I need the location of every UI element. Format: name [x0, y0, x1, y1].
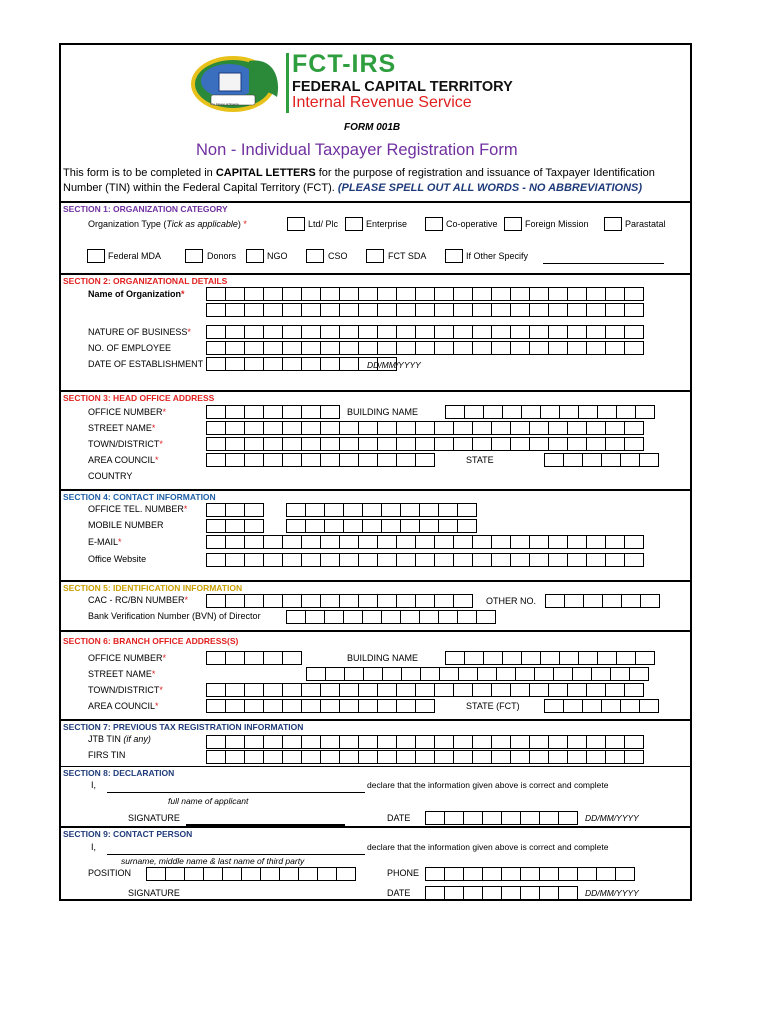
bvn-boxes[interactable]: [286, 610, 495, 624]
hq-area-council-label: AREA COUNCIL*: [88, 455, 159, 465]
hq-state-label: STATE: [466, 455, 494, 465]
declaration-text: declare that the information given above is correct and complete: [367, 780, 609, 790]
branch-state-boxes[interactable]: [544, 699, 658, 713]
org-name-boxes-2[interactable]: [206, 303, 643, 317]
position-label: POSITION: [88, 868, 132, 878]
hq-building-name-boxes[interactable]: [445, 405, 654, 419]
position-boxes[interactable]: [146, 867, 355, 881]
hq-street-label: STREET NAME*: [88, 423, 156, 433]
hq-street-boxes[interactable]: [206, 421, 643, 435]
declaration-date-boxes[interactable]: [425, 811, 577, 825]
cac-label: CAC - RC/BN NUMBER*: [88, 595, 189, 605]
nature-business-label: NATURE OF BUSINESS*: [88, 327, 191, 337]
contact-date-boxes[interactable]: [425, 886, 577, 900]
org-type-label: Organization Type (Tick as applicable) *: [88, 219, 247, 229]
mobile-code-boxes[interactable]: [206, 519, 263, 533]
branch-town-boxes[interactable]: [206, 683, 643, 697]
contact-signature-label: SIGNATURE: [128, 888, 180, 898]
org-name-boxes-1[interactable]: [206, 287, 643, 301]
hq-state-boxes[interactable]: [544, 453, 658, 467]
branch-street-boxes[interactable]: [306, 667, 648, 681]
section-divider: [61, 826, 690, 828]
mobile-number-boxes[interactable]: [286, 519, 476, 533]
logo-abbreviation: FCT-IRS: [292, 50, 397, 78]
checkbox-enterprise[interactable]: [345, 217, 363, 231]
checkbox-cooperative[interactable]: [425, 217, 443, 231]
logo-line1: FEDERAL CAPITAL TERRITORY: [292, 79, 513, 95]
office-tel-number-boxes[interactable]: [286, 503, 476, 517]
office-tel-code-boxes[interactable]: [206, 503, 263, 517]
registration-form: [59, 43, 692, 901]
option-parastatal: Parastatal: [625, 219, 666, 229]
section-divider: [61, 719, 690, 721]
form-number: FORM 001B: [344, 122, 401, 133]
option-federal-mda: Federal MDA: [108, 251, 162, 261]
other-specify-line[interactable]: [543, 263, 664, 264]
checkbox-ltd-plc[interactable]: [287, 217, 305, 231]
section-divider: [61, 489, 690, 491]
section9-title: SECTION 9: CONTACT PERSON: [63, 829, 193, 839]
establishment-date-label: DATE OF ESTABLISHMENT: [88, 359, 204, 369]
declaration-date-format: DD/MM/YYYY: [585, 813, 639, 823]
jtb-tin-label: JTB TIN (if any): [88, 734, 151, 744]
branch-street-label: STREET NAME*: [88, 669, 156, 679]
fullname-hint: full name of applicant: [168, 796, 249, 806]
nature-business-boxes-2[interactable]: [206, 341, 643, 355]
form-title: Non - Individual Taxpayer Registration Form: [196, 141, 518, 159]
contact-name-hint: surname, middle name & last name of third party: [121, 856, 305, 866]
hq-office-number-boxes[interactable]: [206, 405, 339, 419]
option-ltd-plc: Ltd/ Plc: [308, 219, 339, 229]
branch-town-label: TOWN/DISTRICT*: [88, 685, 163, 695]
contact-date-label: DATE: [387, 888, 411, 898]
contact-date-format: DD/MM/YYYY: [585, 888, 639, 898]
org-name-label: Name of Organization*: [88, 289, 185, 299]
option-cso: CSO: [328, 251, 348, 261]
other-no-boxes[interactable]: [545, 594, 659, 608]
option-donors: Donors: [207, 251, 237, 261]
website-label: Office Website: [88, 554, 147, 564]
bvn-label: Bank Verification Number (BVN) of Director: [88, 611, 261, 621]
contact-i: I,: [91, 842, 97, 852]
section-divider: [61, 580, 690, 582]
section-divider: [61, 390, 690, 392]
option-fct-sda: FCT SDA: [388, 251, 427, 261]
contact-name-line[interactable]: [107, 854, 365, 855]
contact-declaration-text: declare that the information given above is correct and complete: [367, 842, 609, 852]
option-other: If Other Specify: [466, 251, 529, 261]
branch-area-council-label: AREA COUNCIL*: [88, 701, 159, 711]
option-foreign-mission: Foreign Mission: [525, 219, 589, 229]
form-intro: This form is to be completed in CAPITAL LETTERS for the purpose of registration and issuance of Taxpayer Identification Number (TIN) within the Federal Capital Territory (FCT). (PLEASE SPELL OUT ALL WORDS - NO ABBREVIATIONS): [63, 167, 655, 194]
seal-text: The Flower of Nigeria: [210, 102, 239, 106]
office-tel-label: OFFICE TEL. NUMBER*: [88, 504, 188, 514]
hq-town-boxes[interactable]: [206, 437, 643, 451]
section4-title: SECTION 4: CONTACT INFORMATION: [63, 492, 216, 502]
checkbox-cso[interactable]: [306, 249, 324, 263]
option-enterprise: Enterprise: [366, 219, 408, 229]
section-divider: [61, 273, 690, 275]
checkbox-fct-sda[interactable]: [366, 249, 384, 263]
checkbox-other[interactable]: [445, 249, 463, 263]
employee-label: NO. OF EMPLOYEE: [88, 343, 172, 353]
section-divider: [61, 201, 690, 203]
contact-signature-line[interactable]: [186, 899, 345, 901]
checkbox-parastatal[interactable]: [604, 217, 622, 231]
checkbox-foreign-mission[interactable]: [504, 217, 522, 231]
section2-title: SECTION 2: ORGANIZATIONAL DETAILS: [63, 276, 228, 286]
email-boxes-1[interactable]: [206, 535, 643, 549]
section1-title: SECTION 1: ORGANIZATION CATEGORY: [63, 204, 228, 214]
website-boxes[interactable]: [206, 553, 643, 567]
declaration-i: I,: [91, 780, 97, 790]
contact-phone-label: PHONE: [387, 868, 420, 878]
checkbox-ngo[interactable]: [246, 249, 264, 263]
section6-title: SECTION 6: BRANCH OFFICE ADDRESS(S): [63, 636, 239, 646]
declaration-signature-label: SIGNATURE: [128, 813, 180, 823]
branch-area-council-boxes[interactable]: [206, 699, 434, 713]
jtb-tin-boxes[interactable]: [206, 735, 643, 749]
section7-title: SECTION 7: PREVIOUS TAX REGISTRATION INFORMATION: [63, 722, 304, 732]
branch-office-number-boxes[interactable]: [206, 651, 301, 665]
option-ngo: NGO: [267, 251, 288, 261]
option-cooperative: Co-operative: [446, 219, 498, 229]
hq-country-label: COUNTRY: [88, 471, 133, 481]
email-label: E-MAIL*: [88, 537, 122, 547]
section8-title: SECTION 8: DECLARATION: [63, 768, 175, 778]
firs-tin-label: FIRS TIN: [88, 750, 126, 760]
mobile-label: MOBILE NUMBER: [88, 520, 164, 530]
branch-state-label: STATE (FCT): [466, 701, 520, 711]
section5-title: SECTION 5: IDENTIFICATION INFORMATION: [63, 583, 243, 593]
declaration-date-label: DATE: [387, 813, 411, 823]
cac-boxes[interactable]: [206, 594, 472, 608]
branch-office-number-label: OFFICE NUMBER*: [88, 653, 167, 663]
branch-building-name-label: BUILDING NAME: [347, 653, 419, 663]
checkbox-federal-mda[interactable]: [87, 249, 105, 263]
date-format-hint: DD/MM/YYYY: [367, 360, 421, 370]
section-divider: [61, 630, 690, 632]
hq-building-name-label: BUILDING NAME: [347, 407, 419, 417]
nature-business-boxes-1[interactable]: [206, 325, 643, 339]
firs-tin-boxes[interactable]: [206, 750, 643, 764]
applicant-name-line[interactable]: [107, 792, 365, 793]
logo-line2: Internal Revenue Service: [292, 94, 472, 111]
section3-title: SECTION 3: HEAD OFFICE ADDRESS: [63, 393, 215, 403]
hq-area-council-boxes[interactable]: [206, 453, 434, 467]
branch-building-name-boxes[interactable]: [445, 651, 654, 665]
logo-divider: [286, 53, 289, 113]
hq-town-label: TOWN/DISTRICT*: [88, 439, 163, 449]
hq-office-number-label: OFFICE NUMBER*: [88, 407, 167, 417]
contact-phone-boxes[interactable]: [425, 867, 634, 881]
checkbox-donors[interactable]: [185, 249, 203, 263]
section-divider: [61, 766, 690, 767]
other-no-label: OTHER NO.: [486, 596, 537, 606]
